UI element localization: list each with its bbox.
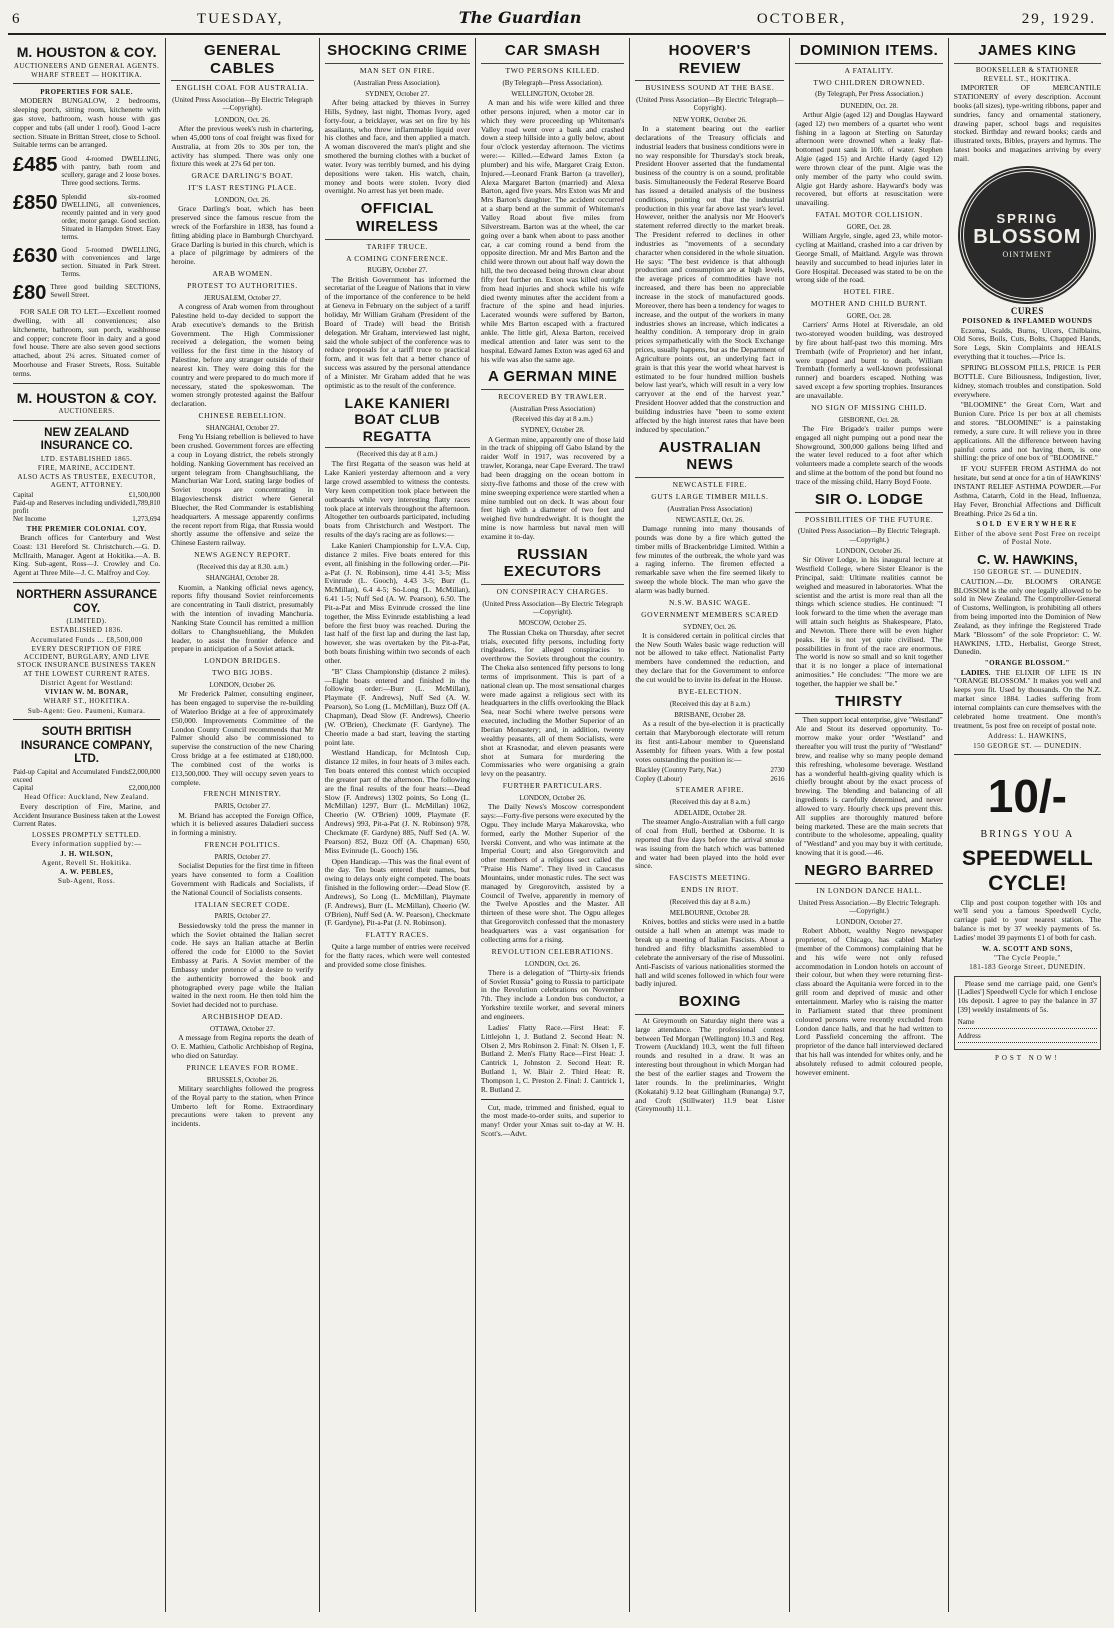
listing-text: Good 4-roomed DWELLING, with pantry, bath room and scullery, garage and 2 loose boxes. Three good sections. Terms. <box>61 155 161 188</box>
sub-agent: Sub-Agent: Geo. Paumeni, Kumara. <box>27 706 146 715</box>
listing-price: £80 <box>13 281 47 304</box>
story-title: ENGLISH COAL FOR AUSTRALIA. <box>176 83 309 93</box>
dateline: SYDNEY, Oct. 26. <box>683 622 737 631</box>
listing-text: Good 5-roomed DWELLING, with conveniences and large section. Situated in Park Street. Terms. <box>61 245 161 278</box>
asthma-advert: IF YOU SUFFER FROM ASTHMA do not hesitate, but send at once for a tin of HAWKINS' INSTANT RELIEF ASTHMA POWDER.—For Asthma, Catarrh, Cold in the Head, Influenza, Hay Fever, Bronchial Affections and Difficult Breathing. Price 2s 6d a tin. <box>953 464 1101 518</box>
emblem-text-bottom: OINTMENT <box>1002 249 1053 259</box>
story-body: A man and his wife were killed and three other persons injured, when a motor car in which they were proceeding up Whiteman's Valley road went over a bank and crashed down a steep hillside into a gully below, about four o'clock yesterday afternoon. The victims were:— Killed.—Edward James Exton (a plumber) and his wife, Margaret Craig Exton. Injured.—Leonard Frank Barton (a traveller), Alexa Margaret Barton (married) and Alexa Barton, aged five years. Mrs Exton was Mr and Mrs Barton's daughter. The accident occurred at a sharp bend at the summit of Whiteman's Valley Road about five miles from Silverstream. Barton was at the wheel, the car going over a bank when about to pass another car, a car coming round a bend from the opposite direction. Mr and Mrs Barton and the child were thrown out about half way down the hill, the two deceased being thrown clear about fifty feet further on. Exton was killed outright from head injuries and shock while his wife died twenty minutes after the accident from a fracture of the spine and head injuries. Lacerated wounds were suffered by Barton, while Mrs Barton escaped with a fractured ankle. The little girl, Alexa Barton, received medical attention and later was sent to the hospital. Edward James Exton was aged 63 and his wife was also the same age. <box>480 98 625 364</box>
story-body: Feng Yu Hsiang rebellion is believed to have been crushed. Government forces are effecting a coup in Loyang district, the rebels strongly holding. Nanking Government has received an urgent telegram from Changhsuchliang, the Manchurian War Lord, stating large bodies of Soviet troops are concentrating in Blagovieschensk district where General Bluecher, the Red Commander is establishing headquarters. A message apparently confirms the recent report from Riga, that Russia would shortly assume the offensive and seize the Chinese Eastern railway. <box>171 432 314 548</box>
property-intro: MODERN BUNGALOW, 2 bedrooms, sleeping porch, sitting room, kitchenette with gas stove, bathroom, wash house with gas copper and tubs (all under 1 roof). Good 1-acre section. Situate in Brittan Street, close to School. Suitable terms can be arranged. <box>13 96 161 150</box>
story-subtitle: HOTEL FIRE. <box>843 287 895 297</box>
paper-title: The Guardian <box>458 8 582 27</box>
column-4 <box>476 38 630 1612</box>
agent-label: District Agent for Westland: <box>40 678 134 687</box>
listing-price: £485 <box>13 154 58 177</box>
losses-settled: LOSSES PROMPTLY SETTLED. <box>32 831 142 840</box>
finance-row <box>13 768 160 785</box>
insurer-name: NEW ZEALAND INSURANCE CO. <box>40 426 133 453</box>
votes: 2730 <box>770 766 785 775</box>
story-body: The Daily News's Moscow correspondent says:—Forty-five persons were executed by the Ogpu. They include Marya Makarovska, who formed, early the Mother Superior of the Iverski Convent, and who was intimate at the Imperial Court; and also Gregorovitch and other members of a religious sect called the "Praise His Name". They lived in Caucasus Mountains, under monastic rules. The sect was managed by Gregorovitch, assisted by a Council of Twelve, apparently in memory of the Twelve Apostles and the Master. All thirteen of these were shot. The Ogpu alleges that Gregorovitch confessed that the monastery headquarters was a vast organisation for collecting arms for a rising. <box>480 802 625 944</box>
story-subtitle: GOVERNMENT MEMBERS SCARED <box>641 609 779 619</box>
firm-name: M. HOUSTON & COY. <box>16 389 157 406</box>
finance-row <box>13 784 160 792</box>
story-source: (Received this day at 8 a.m.) <box>357 450 438 459</box>
emblem-text-main: BLOSSOM <box>973 225 1082 248</box>
dateline: PARIS, October 27. <box>214 802 271 811</box>
issue-month: OCTOBER, <box>756 11 847 27</box>
dateline: GISBORNE, Oct. 28. <box>838 415 900 424</box>
listing <box>13 283 160 303</box>
finance-label: Capital <box>13 784 34 793</box>
dateline: NEW YORK, October 26. <box>673 115 747 124</box>
insurer-ltd: (LIMITED). <box>66 617 107 626</box>
section-heading: SHOCKING CRIME <box>325 42 470 64</box>
story-subtitle: REVOLUTION CELEBRATIONS. <box>491 946 614 956</box>
agent-address: Sub-Agent, Ross. <box>58 877 116 886</box>
story-source: (By Telegraph, Per Press Association.) <box>815 90 924 99</box>
story-body: Socialist Deputies for the first time in fifteen years have consented to form a Coalition Government with Radicals and Socialists, if the National Council of Socialists consents. <box>171 861 314 897</box>
finance-label: Paid-up Capital and Accumulated Funds exceed <box>13 767 129 784</box>
story-subtitle: RECOVERED BY TRAWLER. <box>498 392 608 402</box>
story-body: The steamer Anglo-Australian with a full cargo of coal from Hull, berthed at Osborne. It is reported that five days before the arrival smoke was issuing from the hatch which was battened and water had been played into the hold ever since. <box>635 817 785 871</box>
story-subtitle: IN LONDON DANCE HALL. <box>816 885 922 895</box>
masthead <box>8 8 1106 35</box>
bloomine-advert: "BLOOMINE" the Great Corn, Wart and Bunion Cure. Price 1s per box at all chemists and stores. "BLOOMINE" is a painstaking remedy, a sure cure. It will relieve you in three applications. All the difference between having painful corns and not having them, is one shilling: the price of one box of "BLOOMINE." <box>953 400 1101 463</box>
story-body: Arthur Algie (aged 12) and Douglas Hayward (aged 12) two members of a quartet who went fishing in a lagoon at Sterling on Saturday afternoon were drowned when a leaky flat-bottomed punt sank in 10ft. of water. Stephen Algie (aged 15) and Archie Hardy (aged 12) were thrown clear of the punt. Algie was the only member of the party who could swim. Algie got Hardy ashore. Hayward's body was recovered, but efforts at resuscitation were unavailing. <box>795 109 943 208</box>
agent-name: A. W. PEBLES, <box>59 868 114 877</box>
insurer-description: EVERY DESCRIPTION OF FIRE ACCIDENT, BURGLARY, AND LIVE STOCK INSURANCE BUSINESS TAKEN AT THE LOWEST CURRENT RATES. <box>17 644 157 678</box>
agent-address: Agent, Revell St. Hokitika. <box>41 858 132 867</box>
story-source: (Received this day at 8 a.m.) <box>669 699 750 708</box>
story-title: ITALIAN SECRET CODE. <box>194 899 291 909</box>
story-body: The first Regatta of the season was held at Lake Kanieri yesterday afternoon and a very large crowd assembled to witness the contests. Very keen competition took place between the outboards while very interesting flatty races took place at intervals throughout the afternoon. Altogether ten outboards participated, including boats from Christchurch and Westport. The results of the day's racing are as follows:— <box>324 459 470 540</box>
story-body: Sir Oliver Lodge, in his inaugural lecture at Westfield College, where Sister Eleanor is the Principal, said: Ultimate realities cannot be weighed and measured in laboratories. What the scientist and the artist is more real than all the things which science studies. He continued: "I look forward to the time when the average man will attain such heights as Shakespeare, Plato, and Newton. There there will be even higher peaks. He is not yet quite civilised. The possibilities in front of the race are enormous. The world is now so small and so knit together that it is no longer a place of international animosities." He concludes: "The more we are together, the happier we shall be." <box>795 555 943 688</box>
story-body: Carriers' Arms Hotel at Riversdale, an old two-storeyed wooden building, was destroyed by fire about half-past two this morning. Mrs Trembath (wife of Proprietor) and her infant, were trapped and burnt to death. William Trembath (formerly a well-known professional runner) and boarders escaped. Nothing was saved except a few sporting trophies. Insurances are unavailable. <box>795 320 943 400</box>
story-title: PRINCE LEAVES FOR ROME. <box>186 1062 299 1072</box>
dateline: SYDNEY, October 27. <box>365 89 430 98</box>
story-subtitle: FASCISTS MEETING. <box>669 873 751 883</box>
story-body: After being attacked by thieves in Surrey Hills, Sydney, last night, Thomas Ivory, aged forty-four, a bricklayer, was set on fire by his assailants, who threw inflammable liquid over his clothes and face, and then applied a match. A woman discovered the man's plight and she smothered the burning clothes with a bucket of water. Ivory was terribly burned, and his dying depositions were taken. His watch, chain, money and boots were stolen. Ivory died overnight. No arrest has yet been made. <box>324 98 470 196</box>
story-body: It is considered certain in political circles that the New South Wales basic wage reduction will not be allowed to take effect. Nationalist Party members have condemned the reduction, and they declare that for the Government to enforce the cut would be to invite its defeat in the House. <box>635 630 785 684</box>
story-source: (Australian Press Association). <box>354 78 441 87</box>
caution-notice: CAUTION.—Dr. BLOOM'S ORANGE BLOSSOM is the only one legally allowed to be sold in New Zealand. The Comptroller-General of Customs, Wellington, is prohibiting all others from being imported into the Dominion of New Zealand, as they infringe the Registered Trade Mark "Blossom" of the sole Proprietor: C. W. HAWKINS, LTD., Herbalist, George Street, Dunedin. <box>953 576 1101 657</box>
story-body: Military searchlights followed the progress of the Royal party to the station, when Prince Umberto left for Rome. Extraordinary precautions were taken to prevent any incidents. <box>171 1083 314 1129</box>
finance-label: Capital <box>13 490 34 499</box>
dateline: LONDON, Oct. 26. <box>214 195 271 204</box>
story-subtitle: FATAL MOTOR COLLISION. <box>815 210 923 220</box>
listing-text: Splendid six-roomed DWELLING, all conveniences, recently painted and in very good order, motor garage. Good section. Situated in Hampden Street. Easy terms. <box>61 192 161 241</box>
insurer-description: Every description of Fire, Marine, and Accident Insurance Business taken at the Lowest Current Rates. <box>13 801 161 829</box>
listing <box>13 155 160 187</box>
story-body: Robert Abbott, wealthy Negro newspaper proprietor, of Chicago, has cabled Marley (member of the Commons) complaining that he and his wife were not only refused accommodation in London hotels on account of their colour, but when they were returning first-class aboard the Aquitania were forced in to the grill room and deprived of music and other entertainment. Marley who is raising the matter in Parliament stated that three prominent coloured persons were recently excluded from London dance halls, and that he had written to Lord Passfield concerning the affront. The proprietor of the dance hall interviewed declared that his hall was intended for whites only, and he absolutely refused to admit coloured people, however eminent. <box>795 926 943 1077</box>
story-body: After the previous week's rush in chartering, when 45,000 tons of coal freight was fixed for Australia, at from 20s to 30s per ton, the activity has slumped. There was only one fixture this week at 27s 6d per ton. <box>171 123 314 169</box>
post-now: POST NOW! <box>994 1053 1060 1062</box>
cures-body: Eczema, Scalds, Burns, Ulcers, Chilblains, Old Sores, Boils, Cuts, Bolts, Chapped Hands, Sore Legs, Skin Complaints and HEALS everything that it touches.—Price 1s. <box>953 325 1101 362</box>
dateline: SHANGHAI, October 28. <box>205 574 279 583</box>
brings-you: BRINGS YOU A <box>980 829 1075 841</box>
section-heading: DOMINION ITEMS. <box>795 42 942 64</box>
section-heading: CAR SMASH <box>481 42 624 64</box>
price-headline: 10/- <box>987 769 1067 822</box>
order-address: Address: L. HAWKINS, <box>988 732 1067 741</box>
dateline: MELBOURNE, October 28. <box>669 909 750 918</box>
cures-heading: CURES <box>1010 305 1044 316</box>
finance-value: £2,000,000 <box>128 767 161 776</box>
business-address: REVELL ST., HOKITIKA. <box>983 74 1072 83</box>
head-office: Head Office: Auckland, New Zealand. <box>24 793 150 802</box>
cycle-offer: Clip and post coupon together with 10s and we'll send you a famous Speedwell Cycle, carriage paid to your nearest station. The balance is met by 37 weekly payments of 5s. Ladies' model 39 payments £1 of both for cash. <box>953 897 1101 942</box>
section-heading: AUSTRALIAN NEWS <box>635 439 784 478</box>
story-subtitle: TWO BIG JOBS. <box>211 668 273 678</box>
story-body: A message from Regina reports the death of O. E. Mathieu, Catholic Archbishop of Regina, who died on Saturday. <box>171 1033 314 1060</box>
finance-row <box>13 499 160 516</box>
divider <box>13 420 160 421</box>
story-subtitle: FURTHER PARTICULARS. <box>502 781 603 791</box>
section-heading: RUSSIAN EXECUTORS <box>481 546 624 585</box>
listing <box>13 193 160 241</box>
business-type: BOOKSELLER & STATIONER <box>975 65 1079 74</box>
firm-subtitle: AUCTIONEERS AND GENERAL AGENTS. <box>13 61 160 70</box>
story-title: GRACE DARLING'S BOAT. <box>191 171 294 181</box>
section-heading: LAKE KANIERI BOAT CLUB REGATTA <box>325 395 470 449</box>
finance-value: £1,500,000 <box>128 490 161 499</box>
dateline: LONDON, October 26. <box>519 793 586 802</box>
dateline: LONDON, October 27. <box>836 918 903 926</box>
dealer-tagline: "The Cycle People," <box>994 954 1061 962</box>
order-address-street: 150 GEORGE ST. — DUNEDIN. <box>973 741 1082 750</box>
story-subtitle: PROTEST TO AUTHORITIES. <box>187 280 298 290</box>
story-title: NEWS AGENCY REPORT. <box>194 550 291 560</box>
story-subtitle: BYE-ELECTION. <box>677 686 742 696</box>
insurer-established: ESTABLISHED 1836. <box>50 626 123 635</box>
finance-row <box>13 515 160 523</box>
section-heading: HOOVER'S REVIEW <box>635 42 784 81</box>
firm-name: M. HOUSTON & COY. <box>16 44 157 60</box>
spring-blossom-emblem <box>960 168 1094 302</box>
sold-everywhere: SOLD EVERYWHERE <box>976 520 1079 529</box>
story-subtitle: NO SIGN OF MISSING CHILD. <box>811 402 928 412</box>
dateline: ADELAIDE, October 28. <box>673 808 746 817</box>
story-body: "B" Class Championship (distance 2 miles).—Eight boats entered and finished in the following order:—Burr (L. McMillan), Playmate (F. Andrews), Nuff Sed (A. W. Pearson), So Long (L. McMillan), Buzz Off (A. Chapman), Dead Slow (F. Andrews), Cheerio (W. O'Brien), Checkmate (F. Gardyne). The Cheerio made a bad start, leaving the starting point late. <box>324 666 470 747</box>
insurer-trustee: ALSO ACTS AS TRUSTEE, EXECUTOR, AGENT, ATTORNEY. <box>17 473 156 490</box>
listing-price: £850 <box>13 191 58 214</box>
story-subtitle: TARIFF TRUCE. <box>366 241 428 251</box>
dateline: NEWCASTLE, Oct. 26. <box>675 515 744 524</box>
coupon-address-label: Address <box>957 1031 981 1040</box>
dateline: LONDON, October 26. <box>836 546 903 555</box>
story-subtitle: IT'S LAST RESTING PLACE. <box>188 183 297 193</box>
finance-value: 1,789,810 <box>132 498 161 507</box>
dateline: WELLINGTON, October 28. <box>511 89 594 98</box>
candidate: Blackley (Country Party, Nat.) <box>635 766 721 775</box>
dateline: LONDON, Oct. 26. <box>524 959 581 968</box>
order-coupon[interactable] <box>954 976 1101 1050</box>
story-subtitle: GUTS LARGE TIMBER MILLS. <box>651 491 769 501</box>
advertisement: Cut, made, trimmed and finished, equal to the most made-to-order suits, and superior to many! Order your Xmas suit to-day at W. H. Scott's.—Advt. <box>480 1102 625 1139</box>
story-source: (Received this day at 8 a.m.) <box>512 415 593 424</box>
dateline: GORE, Oct. 28. <box>846 312 892 320</box>
firm-subtitle: AUCTIONEERS. <box>58 407 115 416</box>
story-source: (By Telegraph—Press Association). <box>502 78 603 87</box>
divider <box>954 754 1101 755</box>
section-heading: GENERAL CABLES <box>171 42 313 81</box>
story-body: The British Government has informed the secretariat of the League of Nations that in view of the importance of the conference to be held at Geneva in February on the subject of a tariff holiday, Mr William Graham (President of the Board of Trade) will head the British delegation. Mr Graham, interviewed last night, said the whole subject of the conference was to reduce proposals for a tariff truce to practical form, and it was felt that a better chance of success was assured by the personal attendance of a Minister. Mr Graham added that he was optimistic as to the result of the conference. <box>324 274 470 390</box>
story-title: ARCHBISHOP DEAD. <box>201 1012 284 1022</box>
column-6 <box>790 38 948 1612</box>
emblem-text-top: SPRING <box>996 210 1059 226</box>
section-heading: NEGRO BARRED <box>795 862 942 884</box>
story-title: CHINESE REBELLION. <box>198 411 287 421</box>
story-body: The Fire Brigade's trailer pumps were engaged all night pumping out a pond near the Showground, 300,000 gallons being lifted and the water level reduced to a foot after which volunteers made a complete search of the woods and slime at the bottom of the pond but found no trace of the missing child, Harry Boyd Foote. <box>795 423 943 486</box>
dateline: DUNEDIN, Oct. 28. <box>840 101 898 110</box>
divider <box>13 83 160 84</box>
divider <box>481 1099 624 1100</box>
finance-label: Net Income <box>13 515 46 524</box>
story-body: In a statement bearing out the earlier declarations of the Treasury officials and industrial leaders that business conditions were in no way responsible for Thursday's stock break, President Hoover asserted that the fundamental business of the country is on a sound, profitable basis. Simultaneously the Federal Reserve Board has issued a detailed analysis of the business conditions, pointing out that the industrial production in this year far above last year's level. However, neither the analysis nor Mr Hoover's statement referred directly to the market break. The President referred to declines in other industries as "movements of a secondary character when considered in the whole situation. He says: "The best evidence is that although production and consumption are at high levels, the average prices of commodities have not increased, and there has been no appreciable increase in the stock of manufactured goods. Moreover, there has been a tendency for wages to increase, and the output of the workers in many industries shows an increase, which indicates a healthy condition. A temporary drop in grain prices sympathetically with the Stock Exchange prices, usually happens, but as the Department of Agriculture points out, an underlying fact in grain is that this year the world wheat harvest is estimated to be four hundred million bushels below last year's, which will result in a very low carryover at the end of the harvest year." President Hoover added that the construction and building industries have "been to some extent affected by the high interest rates that have been induced by speculation." <box>635 123 785 434</box>
sale-or-let: FOR SALE OR TO LET.—Excellent roomed dwelling, with all conveniences; also kitchenette, bathroom, sun porch, washhouse and copper; concrete floor in dairy and a good fowl house. There are also seven good sections attached, about 2¼ acres. Situated corner of Moorhouse and Fraser Streets, Ross. Suitable terms. <box>13 306 161 378</box>
story-source: (Received this day at 8.30. a.m.) <box>197 563 288 571</box>
cures-subheading: POISONED & INFLAMED WOUNDS <box>962 317 1093 326</box>
story-source: (United Press Association—By Electric Telegraph.—Copyright.) <box>797 527 941 544</box>
section-heading: OFFICIAL WIRELESS <box>325 200 470 239</box>
coupon-text: Please send me carriage paid, one Gent's [Ladies'] Speedwell Cycle for which I enclose 10s deposit. I agree to pay the balance in 37 [39] weekly instalments of 5s. <box>957 978 1097 1015</box>
advertisement: Then support local enterprise, give "Westland" Ale and Stout its deserved opportunity. To-morrow make your order "Westland" and thereafter you will trust the purity of "Westland" brew, and realise why so many people demand this refreshing, wholesome beverage. Westland has a wonderful health-giving quality which is chiefly brought about by the exact process of brewing. The blending and balancing of all ingredients is carefully determined, and never allowed to vary. Hourly check ups prevent this. All supplies are thoroughly matured before being marketed. These are the main secrets that contribute to the wholesome, appealing, quality of "Westland" and you may buy it with certitude, knowing that it is good.—46. <box>795 715 943 858</box>
issue-date: 29, 1929. <box>1021 11 1096 27</box>
story-body: A congress of Arab women from throughout Palestine held to-day decided to support the Arab executive's demands to the British Government. The High Commissioner received a delegation, the women being veilless for the first time in the history of Palestine, before any stranger outside of their nearest kin. They were doing this for the country and were prepared to do much more if necessary, stated the spokeswoman. The women strongly protested against the Balfour declaration. <box>171 301 314 409</box>
orange-blossom-heading: "ORANGE BLOSSOM." <box>984 659 1070 668</box>
speedwell-headline: SPEEDWELL CYCLE! <box>962 847 1093 895</box>
story-subtitle: TWO CHILDREN DROWNED. <box>813 77 925 87</box>
story-body: Lake Kanieri Championship for L.V.A. Cup, distance 2 miles. Five boats entered for this event, all finishing in the following order.—Pit-a-Pat (J. N. Robinson), time 4.41 3-5; Miss Evinrude (L. Gooch), 4.43 3-5; Burr (L. McMillan), 6.4 4-5; So-Long (L. McMillan), 6.41 1-5; Nuff Sed (A. W. Pearson), 6.50. The Pit-a-Pat and Miss Evinrude crossed the line together, the Miss Evinrude establishing a lead before the first buoy was reached. During the last half of the first lap and during the last lap, however, she was overtaken by the Pit-a-Pat, both boats finishing within two seconds of each other. <box>324 540 470 665</box>
dateline: SHANGHAI, October 27. <box>205 423 279 432</box>
insurer-branches: Branch offices for Canterbury and West Coast: 131 Hereford St. Christchurch.—G. D. McIlraith, Manager. Agent at Hokitika.—A. B. King. Sub-agent, Ross—J. Crowley and Co. Agent at Three Mile—J. C. Malfroy and Coy. <box>13 532 161 578</box>
story-subtitle: TWO PERSONS KILLED. <box>505 65 600 75</box>
story-body: Kuomin, a Nanking official news agency, reports fifty thousand Soviet reinforcements are concentrating in Tauli district, presumably with the intention of invading Manchuria. Nanking State Council has remitted a million dollars to Changhsuehliang, the Mukden leader, to assist the frontier defence and prepare in anticipation of a Soviet attack. <box>171 582 314 654</box>
story-body: There is a delegation of "Thirty-six friends of Soviet Russia" going to Russia to participate in the Revolution celebrations on November 7th. They include a London bus conductor, a Yorkshire textile worker, and several miners and engineers. <box>480 967 625 1021</box>
story-subtitle: A COMING CONFERENCE. <box>346 253 449 263</box>
dateline: OTTAWA, October 27. <box>209 1024 275 1033</box>
dateline: RUGBY, October 27. <box>367 266 428 275</box>
insurer-name: NORTHERN ASSURANCE COY. <box>16 589 158 615</box>
column-1 <box>8 38 166 1612</box>
firm-address: WHARF STREET — HOKITIKA. <box>31 70 143 79</box>
column-7 <box>949 38 1106 1612</box>
coupon-name-label: Name <box>957 1017 975 1026</box>
coupon-address-field[interactable] <box>958 1032 1097 1043</box>
story-subtitle: NEWCASTLE FIRE. <box>672 479 748 489</box>
dateline: GORE, Oct. 28. <box>846 223 892 231</box>
dateline: BRUSSELS, October 26. <box>206 1075 279 1084</box>
agent-name: J. H. WILSON, <box>60 849 114 858</box>
divider <box>13 582 160 583</box>
column-2 <box>166 38 319 1612</box>
insurer-established: LTD. ESTABLISHED 1865. <box>40 454 133 463</box>
candidate: Copley (Labour) <box>635 774 683 783</box>
insurer-name: SOUTH BRITISH INSURANCE COMPANY, LTD. <box>20 725 153 766</box>
story-body: Bessiedowsky told the press the manner in which the Soviet obtained the Italian secret code. He says an Italian attache at Berlin offered the code for £1000 to the Soviet Embassy at Paris. A Soviet member of the Embassy under pretence of a desire to verify the authenticity borrowed the book and photographed every page while the Italian waited in the next room. He then told him the Soviet had decided not to purchase. <box>171 920 314 1010</box>
properties-heading: PROPERTIES FOR SALE. <box>40 88 134 97</box>
listing <box>13 246 160 278</box>
story-source: (Received this day at 8 a.m.) <box>669 897 750 906</box>
story-body: Grace Darling's boat, which has been preserved since the famous rescue from the wreck of the Forfarshire in 1838, has found a fitting abiding place in Bamburgh Churchyard. Grace Darling is buried in this church, which is a place of pilgrimage by admirers of the heroine. <box>171 204 314 267</box>
story-body: Damage running into many thousands of pounds was done by a fire which gutted the timber mills of Brackenbridge Limited. Within a few minutes of the outbreak, the whole yard was a raging inferno. The firemen effected a remarkable save when the fire seemed likely to sweep the whole block. The man who gave the alarm was badly burned. <box>635 524 785 595</box>
dateline: MOSCOW, October 25. <box>518 619 587 628</box>
column-5 <box>630 38 790 1612</box>
vote-row <box>635 766 784 774</box>
dateline: JERUSALEM, October 27. <box>203 293 281 302</box>
story-source: United Press Association.—By Electric Telegraph.—Copyright.) <box>798 898 940 915</box>
finance-label: Paid-up and Reserves including undivided profit <box>13 498 133 516</box>
dateline: LONDON, Oct. 26. <box>214 115 271 124</box>
info-supplied: Every information supplied by:— <box>31 840 142 849</box>
merchant-address: 150 GEORGE ST. — DUNEDIN. <box>973 568 1082 577</box>
divider <box>13 719 160 720</box>
votes: 2616 <box>770 774 785 783</box>
story-title: ARAB WOMEN. <box>212 269 273 279</box>
story-title: LONDON BRIDGES. <box>204 656 281 666</box>
dateline: BRISBANE, October 28. <box>674 710 746 719</box>
dealer-name: W. A. SCOTT AND SONS, <box>982 944 1073 953</box>
vote-row <box>635 775 784 783</box>
story-source: (United Press Association—By Electric Telegraph—Copyright). <box>636 96 784 113</box>
story-body: Knives, bottles and sticks were used in a battle outside a hall when an attempt was made to break up a meeting of Italian Fascists. About a hundred and fifty blacksmiths assembled to celebrate the anniversary of the rise of Mussolini. Anti-Fascists of various nationalities stormed the hall and wild scenes followed in which four were badly injured. <box>635 917 785 989</box>
story-body: Westland Handicap, for McIntosh Cup, distance 12 miles, in four heats of 3 miles each. Ten boats entered this contest which occupied the greater part of the afternoon. The following are the final results of the four heats:—Dead Slow (F. Andrews) 1302 points, So Long (L. McMillan) 1297, Burr (L. McMillan) 1062, Cheerio (W. O'Brien) 1009, Playmate (F. Andrews) 993, Pit-a-Pat (J. N. Robinson) 978, Checkmate (F. Gardyne) 885, Nuff Sed (A. W. Pearson) 852, Buzz Off (A. Chapman) 650, Miss Evinrude (L. Gooch) 156. <box>324 748 470 855</box>
story-subtitle: FLATTY RACES. <box>365 930 429 940</box>
story-subtitle: MAN SET ON FIRE. <box>359 65 435 75</box>
story-body: Open Handicap.—This was the final event of the day. Ten boats entered their names, but owing to delays only eight competed. The boats finished in the following order:—Dead Slow (F. Andrews), So Long (L. McMillan), Playmate (F. Andrews), Burr (L. McMillan), Cheerio (W. O'Brien), Nuff Sed (A. W. Pearson), Checkmate (F. Gardyne), Pit-a-Pat (J. N. Robinson). <box>324 856 470 928</box>
story-subtitle: N.S.W. BASIC WAGE. <box>669 597 751 607</box>
story-body: William Argyle, single, aged 23, while motor-cycling at Maitland, crashed into a car driven by George Small, of Maitland. Argyle was thrown heavily and succumbed to head injuries later in Gore Hospital. Deceased was stated to be on the wrong side of the road. <box>795 231 943 285</box>
section-heading: SIR O. LODGE <box>795 491 942 513</box>
story-subtitle: BUSINESS SOUND AT THE BASE. <box>645 83 775 93</box>
column-3 <box>320 38 476 1612</box>
listing-price: £630 <box>13 244 58 267</box>
story-source: (United Press Association—By Electric Telegraph—Copyright). <box>482 599 623 617</box>
story-subtitle: STEAMER AFIRE. <box>675 784 745 794</box>
dateline: PARIS, October 27. <box>214 912 271 921</box>
merchant-name: C. W. HAWKINS, <box>977 552 1078 568</box>
divider <box>13 383 160 384</box>
insurer-tagline: THE PREMIER COLONIAL COY. <box>26 524 147 533</box>
story-source: (United Press Association—By Electric Telegraph—Copyright). <box>172 96 313 113</box>
newspaper-page <box>8 8 1106 1612</box>
finance-value: £2,000,000 <box>128 784 161 793</box>
listing-text: Three good building SECTIONS, Sewell Street. <box>50 282 161 300</box>
section-heading: THIRSTY <box>795 693 942 715</box>
story-subtitle: POSSIBILITIES OF THE FUTURE. <box>804 514 934 524</box>
agent-name: VIVIAN W. M. BONAR, <box>44 688 129 697</box>
race-results: Ladies' Flatty Race.—First Heat: F. Littlejohn 1, J. Butland 2. Second Heat: N. Olsen 2, Mrs Robinson 2. Final: N. Olsen 1, F. Butland 2. Men's Flatty Race—First Heat: J. Cantrick 1, Johnston 2. Second Heat: R. Butland 1, W. Blair 2. Third Heat: R. Thompson 1, C. Preston 2. Final: J. Cantrick 1, R. Butland 2. <box>480 1022 625 1094</box>
advertisement: IMPORTER OF MERCANTILE STATIONERY of every description. Account books (all sizes), type-writing ribbons, paper and sundries, fancy and ornamental stationery, drawing paper, school bags and requisites stocked. Birthday and reward books; cards and illustrated texts, Bibles, prayers and hymns. The latest books and magazines arriving by every mail. <box>953 83 1101 163</box>
story-title: FRENCH POLITICS. <box>204 840 281 850</box>
story-title: FRENCH MINISTRY. <box>203 789 282 799</box>
dateline: LONDON, October 26. <box>209 680 276 689</box>
pills-advert: SPRING BLOSSOM PILLS, PRICE 1s PER BOTTLE. Cure Biliousness, Indigestion, liver, kidney, stomach troubles and constipation. Sold everywhere. <box>953 363 1101 399</box>
story-body: At Greymouth on Saturday night there was a large attendance. The professional contest between Ted Morgan (Wellington) 10.3 and Reg. Trowern (Auckland) 10.3, went the full fifteen rounds and resulted in a draw. It was an interesting bout throughout in which Morgan had the best of the earlier stages and Trowern the later rounds. In the preliminaries, Wright (Kokatahi) 9.12 beat Gillingham (Runanga) 9.7, and Croft (Stillwater) 11.9 beat Lister (Greymouth) 11.1. <box>635 1015 785 1114</box>
ladies-heading: LADIES. <box>960 667 991 677</box>
section-heading: BOXING <box>635 993 784 1015</box>
story-source: (Australian Press Association) <box>510 404 595 413</box>
post-free-note: Either of the above sent Post Free on receipt of Postal Note. <box>954 529 1101 546</box>
finance-row <box>13 491 160 499</box>
page-number: 6 <box>12 11 22 27</box>
story-body: M. Briand has accepted the Foreign Office, which it is believed assures Daladieri success in forming a ministry. <box>171 810 314 838</box>
agent-address: WHARF ST., HOKITIKA. <box>43 697 130 706</box>
story-subtitle: ENDS IN RIOT. <box>680 885 739 895</box>
finance-value: 1,273,694 <box>132 515 161 524</box>
ladies-body: THE ELIXIR OF LIFE IS IN "ORANGE BLOSSOM." It makes you well and keeps you fit. Used by thousands. On the N.Z. market since 1884. Ladies suffering from internal complaints can cure themselves with the celebrated home treatment. One month's treatment, 5s post free on receipt of postal note. <box>953 667 1101 730</box>
story-subtitle: A FATALITY. <box>844 65 894 75</box>
coupon-name-field[interactable] <box>958 1018 1097 1029</box>
insurer-funds: Accumulated Funds ... £8,500,000 <box>30 635 143 644</box>
section-heading: A GERMAN MINE <box>481 368 624 390</box>
story-body: As a result of the bye-election it is practically certain that Maryborough electorate will return its first anti-Labour member to Queensland Assembly for fifteen years. With a few postal votes outstanding the position is:— <box>635 719 785 764</box>
dealer-address: 181-183 George Street, DUNEDIN. <box>969 963 1086 972</box>
story-body: Mr Frederick Palmer, consulting engineer, has been engaged to supervise the re-building of Waterloo Bridge at a fee of approximately £50,000. Improvements Committee of the London County Council recommends that Mr Palmer should also be commissioned to supervise the construction of the new Charing Cross bridge at a fee estimated at £180,000. The combined cost of the works is £13,500,000. They will occupy seven years to complete. <box>171 689 314 787</box>
story-body: The Russian Cheka on Thursday, after secret trials, executed fifty persons, including forty ringleaders, for alleged conspiracies to overthrow the Soviets throughout the country. The Cheka also sentenced fifty persons to long terms of imprisonment. This is part of a national clean up. The most sensational charges were made against a religious sect with its headquarters in the cliffs overlooking the Black Sea, near Sochi where twelve persons were executed, including the Mother Superior of an Iberian Monastery; and, in addition, twenty wealthy peasants, all of them Socialists, were shot at Krasnodar, and eleven peasants were shot at Sumara for murdering the Commissaries who were organising a grain levy on the peasantry. <box>480 627 625 779</box>
issue-day: TUESDAY, <box>196 11 284 27</box>
story-body: Quite a large number of entries were received for the flatty races, which were well contested and provided some close finishes. <box>324 942 470 969</box>
story-subtitle: MOTHER AND CHILD BURNT. <box>810 299 928 309</box>
story-source: (Australian Press Association) <box>667 504 753 513</box>
story-subtitle: ON CONSPIRACY CHARGES. <box>496 587 609 597</box>
story-body: A German mine, apparently one of those laid in the track of shipping off Gabo Island by the raider Wolf in 1917, was recovered by a trawler, Koranga, near Cape Everard. The trawl had been dragging on the ocean bottom in sixty-five fathoms and those of the crew with mine sweeping experience were startled when a mine tumbled out on deck. It was about four feet high with a diameter of two feet and weighed five hundredweight. It is thought the mine is now harmless but naval men will examine it to-day. <box>480 434 625 541</box>
section-heading: JAMES KING <box>954 42 1101 64</box>
insurer-lines: FIRE, MARINE, ACCIDENT. <box>37 463 136 472</box>
dateline: SYDNEY, October 28. <box>520 426 585 435</box>
story-source: (Received this day at 8 a.m.) <box>669 797 750 806</box>
dateline: PARIS, October 27. <box>214 852 271 861</box>
